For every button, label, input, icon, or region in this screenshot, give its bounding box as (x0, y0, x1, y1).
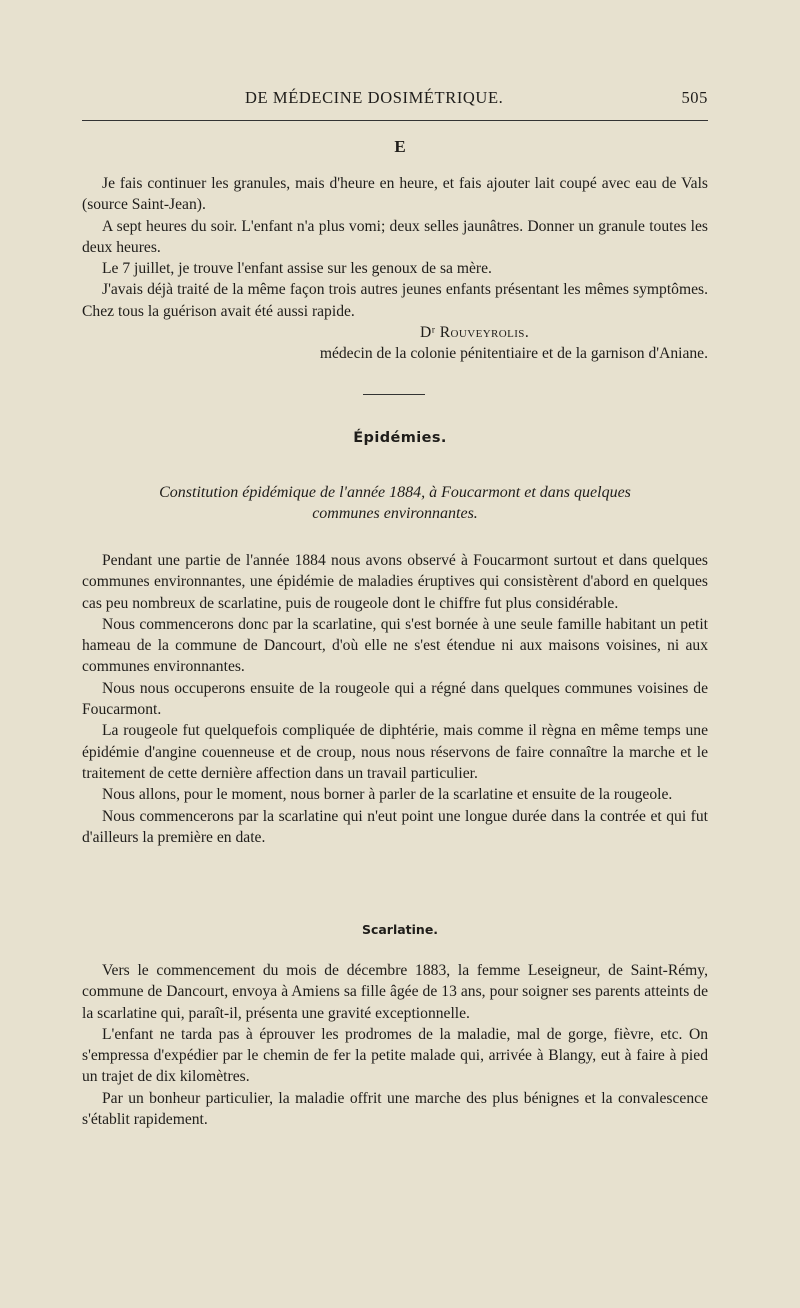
subtitle-line: Constitution épidémique de l'année 1884, à Foucarmont et dans quelques (159, 484, 631, 501)
paragraph: Nous commencerons donc par la scarlatine, qui s'est bornée à une seule famille habitant un petit hameau de la commune de Dancourt, d'où elle ne s'est étendue ni aux maisons voisines, ni aux communes environnantes. (82, 615, 708, 676)
paragraph: La rougeole fut quelquefois compliquée de diphtérie, mais comme il règna en même temps une épidémie d'angine couenneuse et de croup, nous nous réservons de faire connaître la marche et le traitement de cette dernière affection dans un travail particulier. (82, 722, 708, 782)
subsection-title: Scarlatine. (361, 922, 439, 937)
paragraph: Nous nous occuperons ensuite de la rougeole qui a régné dans quelques communes voisines de Foucarmont. (82, 679, 708, 719)
running-header (82, 88, 708, 114)
paragraph: J'avais déjà traité de la même façon trois autres jeunes enfants présentant les mêmes symptômes. Chez tous la guérison avait été aussi rapide. (82, 281, 708, 320)
signature-letter: E (394, 137, 406, 156)
paragraph: Nous commencerons par la scarlatine qui n'eut point une longue durée dans la contrée et qui fut d'ailleurs la première en date. (82, 807, 708, 846)
paragraph: Vers le commencement du mois de décembre 1883, la femme Leseigneur, de Saint-Rémy, commune de Dancourt, envoya à Amiens sa fille âgée de 13 ans, pour soigner ses parents atteints de la scarlatine qui, paraît-il, présenta une gravité exceptionnelle. (82, 962, 708, 1022)
section-separator (363, 394, 425, 395)
section-subtitle (90, 482, 700, 524)
header-rule (82, 120, 708, 121)
paragraph: Par un bonheur particulier, la maladie offrit une marche des plus bénignes et la convalescence s'établit rapidement. (82, 1089, 708, 1129)
paragraph: Pendant une partie de l'année 1884 nous avons observé à Foucarmont surtout et dans quelques communes environnantes, une épidémie de maladies éruptives qui consistèrent d'abord en quelques cas peu nombreux de scarlatine, puis de rougeole dont le chiffre fut plus considérable. (82, 552, 708, 612)
case-report-text (82, 173, 708, 365)
paragraph: Nous allons, pour le moment, nous borner à parler de la scarlatine et ensuite de la rougeole. (102, 786, 673, 804)
author-name: Dʳ Rouveyrolis. (420, 324, 530, 342)
subtitle-line: communes environnantes. (312, 505, 478, 522)
paragraph: Je fais continuer les granules, mais d'heure en heure, et fais ajouter lait coupé avec eau de Vals (source Saint-Jean). (82, 175, 708, 214)
paragraph: Le 7 juillet, je trouve l'enfant assise sur les genoux de sa mère. (102, 260, 492, 278)
scarlatine-text (82, 960, 708, 1130)
author-title: médecin de la colonie pénitentiaire et de la garnison d'Aniane. (319, 345, 708, 363)
paragraph: L'enfant ne tarda pas à éprouver les prodromes de la maladie, mal de gorge, fièvre, etc. On s'empressa d'expédier par le chemin de fer la petite malade qui, arrivée à Blangy, eut à faire à pied un trajet de dix kilomètres. (82, 1025, 708, 1086)
section-title: Épidémies. (353, 430, 447, 446)
epidemics-text (82, 550, 708, 848)
running-title: DE MÉDECINE DOSIMÉTRIQUE. (245, 88, 504, 107)
paragraph: A sept heures du soir. L'enfant n'a plus vomi; deux selles jaunâtres. Donner un granule toutes les deux heures. (82, 217, 708, 256)
page-number: 505 (681, 88, 708, 107)
